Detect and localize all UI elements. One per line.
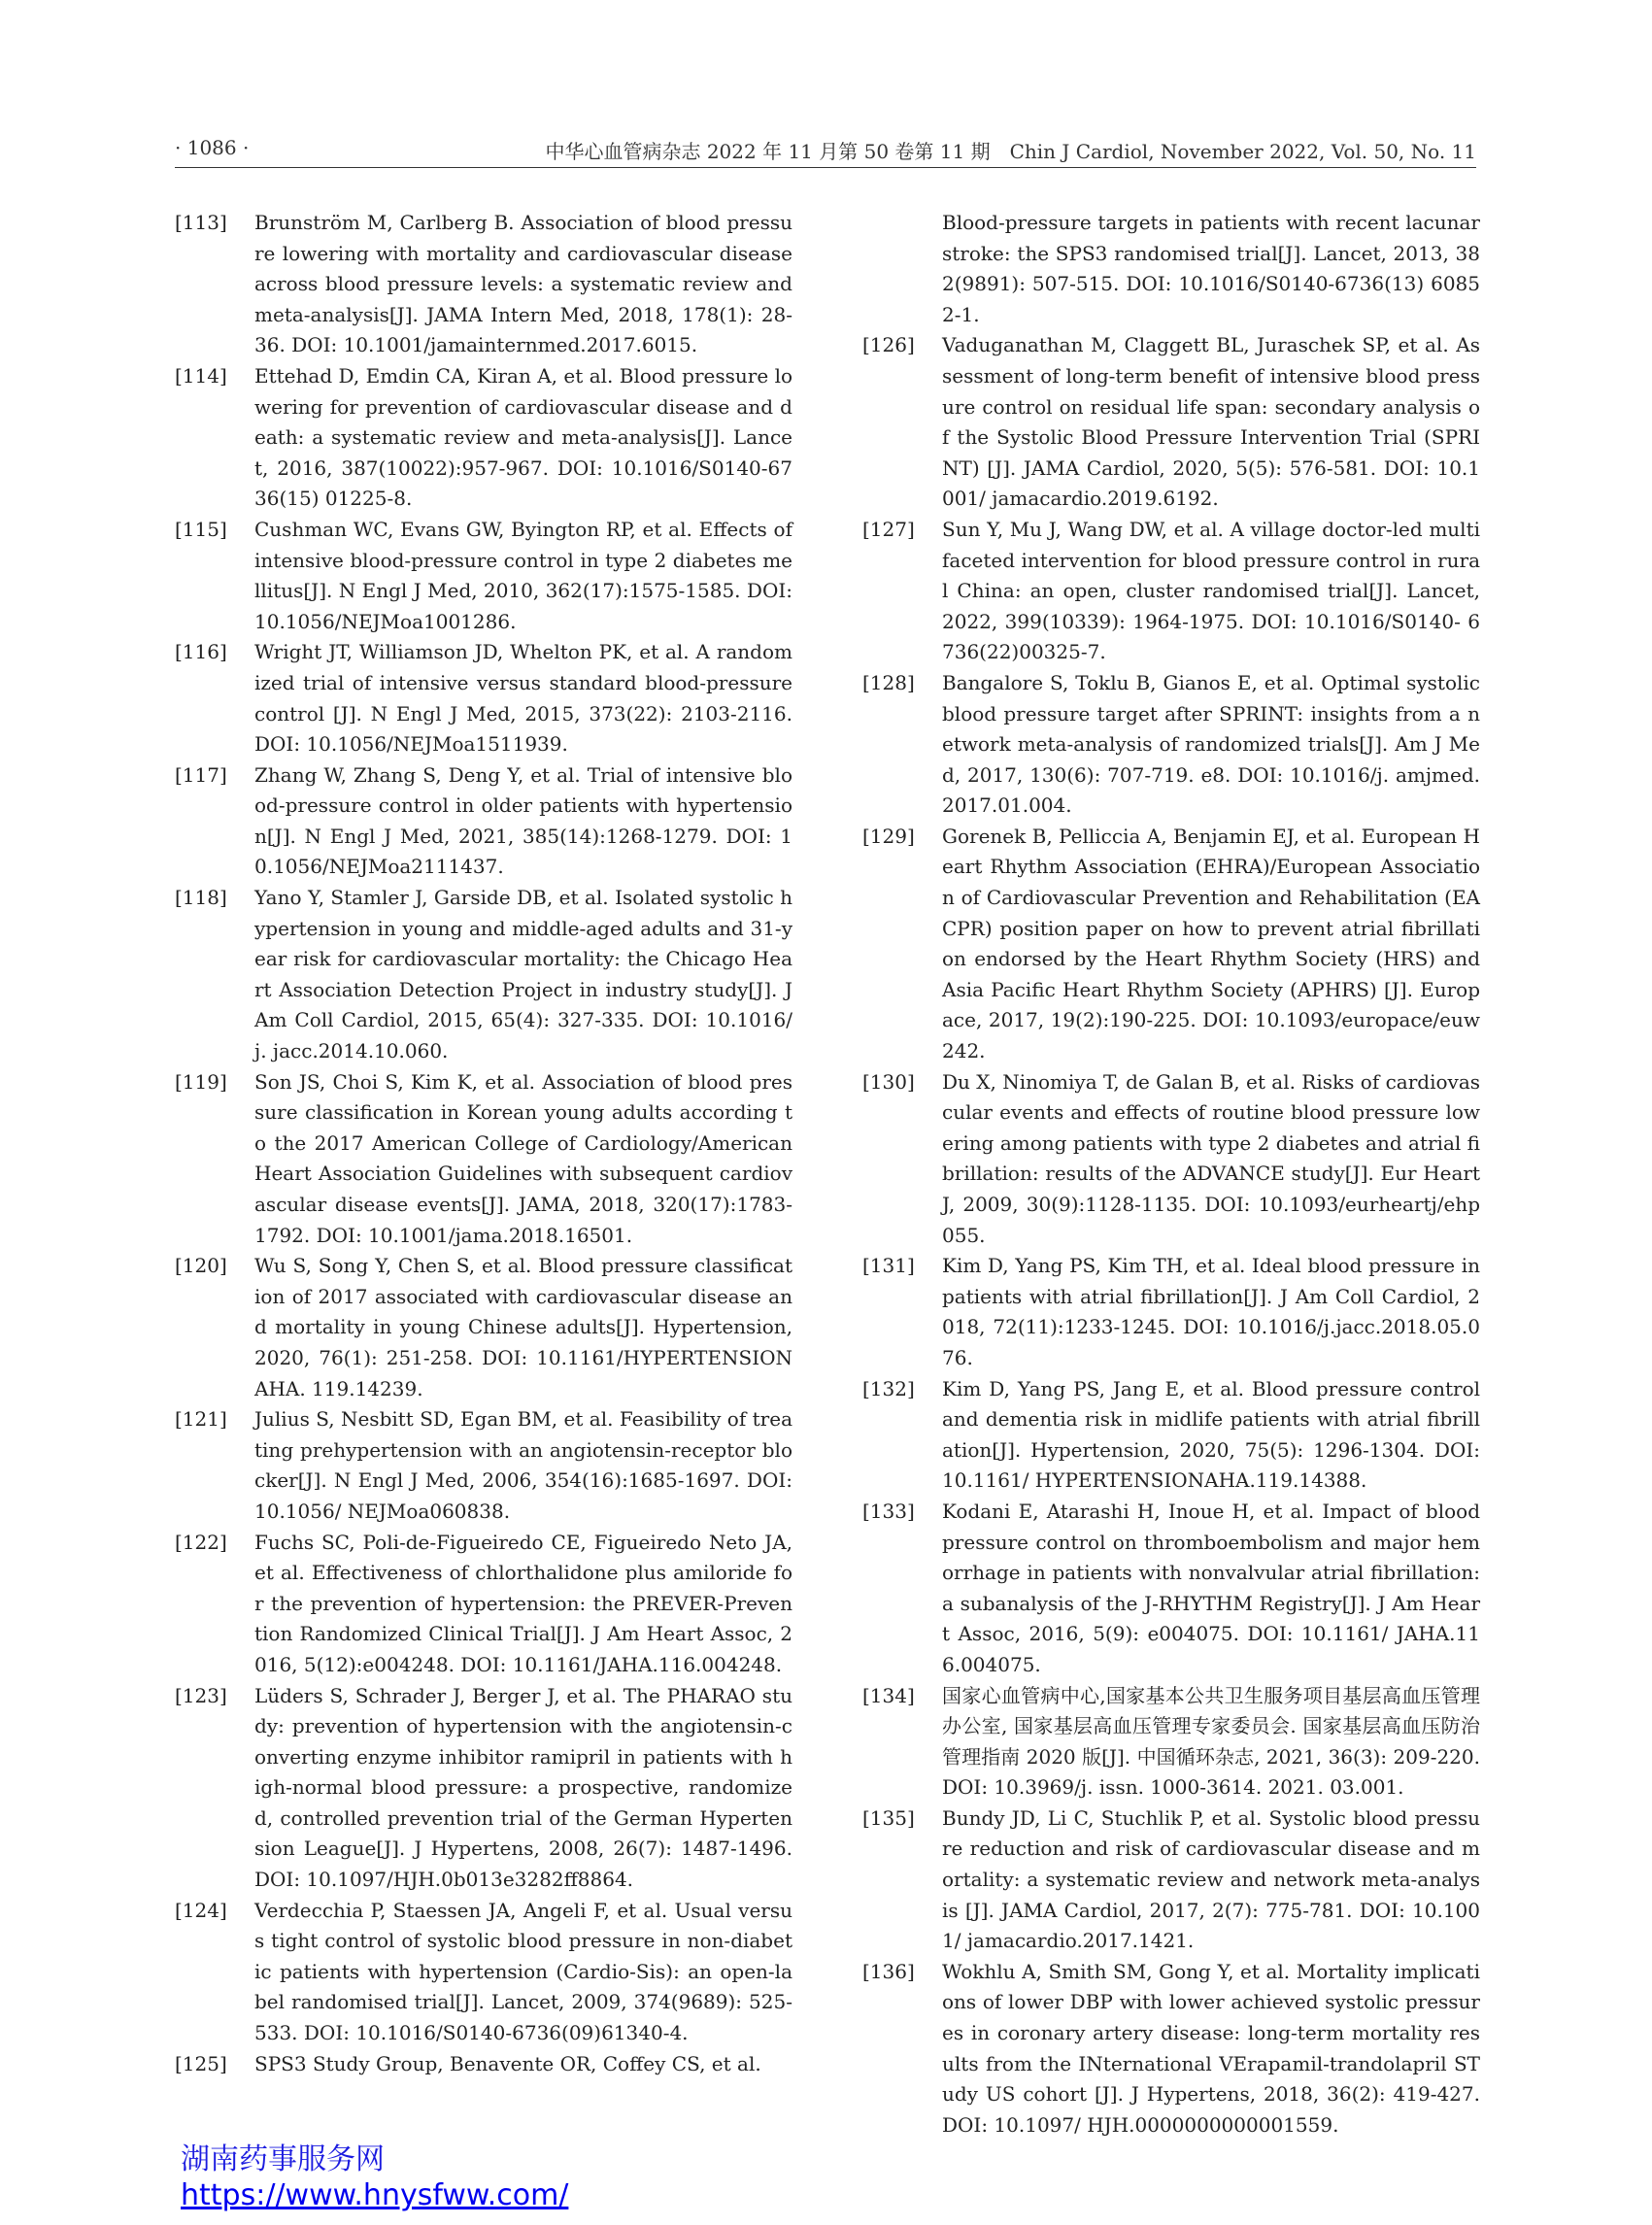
reference-item (175, 1404, 792, 1527)
reference-text: Kodani E, Atarashi H, Inoue H, et al. Impact of blood pressure control on thromboembolism and major hemorrhage in patients with nonvalvular atrial fibrillation: a subanalysis of the J-RHYTHM Registry[J]. J Am Heart Assoc, 2016, 5(9): e004075. DOI: 10.1161/ JAHA.116.004075. (942, 1499, 1480, 1676)
reference-number: [114] (175, 363, 227, 388)
reference-number: [121] (175, 1407, 227, 1432)
reference-number: [118] (175, 886, 227, 910)
reference-item (862, 1251, 1480, 1373)
reference-text: Son JS, Choi S, Kim K, et al. Association of blood pressure classification in Korean young adults according to the 2017 American College of Cardiology/American Heart Association Guidelines with subsequent cardiovascular disease events[J]. JAMA, 2018, 320(17):1783-1792. DOI: 10.1001/jama.2018.16501. (254, 1069, 792, 1247)
reference-item (175, 1067, 792, 1252)
reference-item (175, 361, 792, 515)
reference-item (175, 760, 792, 883)
reference-number: [129] (862, 824, 915, 848)
reference-item (175, 515, 792, 637)
reference-item (175, 637, 792, 759)
reference-number: [115] (175, 517, 227, 541)
reference-text: SPS3 Study Group, Benavente OR, Coffey CS, et al. (254, 2051, 761, 2075)
site-name: 湖南药事服务网 (181, 2142, 385, 2176)
reference-item (862, 1067, 1480, 1252)
reference-text: Brunström M, Carlberg B. Association of blood pressure lowering with mortality and cardiovascular disease across blood pressure levels: a systematic review and meta-analysis[J]. JAMA Intern Med, 2018, 178(1): 28-36. DOI: 10.1001/jamainternmed.2017.6015. (254, 211, 792, 357)
reference-item (175, 1251, 792, 1404)
reference-item (862, 822, 1480, 1067)
watermark-footer (181, 2141, 568, 2213)
reference-number: [119] (175, 1069, 227, 1094)
reference-text: Cushman WC, Evans GW, Byington RP, et al. Effects of intensive blood-pressure control in type 2 diabetes mellitus[J]. N Engl J Med, 2010, 362(17):1575-1585. DOI: 10.1056/NEJMoa1001286. (254, 517, 792, 633)
reference-number: [113] (175, 211, 227, 234)
reference-number: [124] (175, 1898, 227, 1922)
reference-item (862, 1804, 1480, 1957)
reference-number: [135] (862, 1805, 915, 1830)
reference-item (862, 1497, 1480, 1681)
site-url-link[interactable]: https://www.hnysfww.com/ (181, 2178, 569, 2212)
reference-number: [116] (175, 640, 227, 664)
reference-text: Ettehad D, Emdin CA, Kiran A, et al. Blood pressure lowering for prevention of cardiovascular disease and death: a systematic review and meta-analysis[J]. Lancet, 2016, 387(10022):957-967. DOI: 10.1016/S0140-6736(15) 01225-8. (254, 363, 792, 511)
reference-text: Bangalore S, Toklu B, Gianos E, et al. Optimal systolic blood pressure target after SPRINT: insights from a network meta-analysis of randomized trials[J]. Am J Med, 2017, 130(6): 707-719. e8. DOI: 10.1016/j. amjmed. 2017.01.004. (942, 670, 1480, 818)
reference-item (862, 1957, 1480, 2141)
reference-item (175, 1681, 792, 1896)
reference-number: [123] (175, 1683, 227, 1707)
reference-number: [127] (862, 517, 915, 541)
references-right-column (862, 208, 1480, 2141)
reference-item (862, 668, 1480, 822)
reference-number: [122] (175, 1530, 227, 1554)
reference-number: [133] (862, 1499, 915, 1523)
reference-item (175, 1896, 792, 2049)
reference-number: [128] (862, 670, 915, 694)
reference-item (862, 330, 1480, 515)
reference-number: [117] (175, 762, 227, 787)
reference-text: 国家心血管病中心,国家基本公共卫生服务项目基层高血压管理办公室, 国家基层高血压管理专家委员会. 国家基层高血压防治管理指南 2020 版[J]. 中国循环杂志, 2021, 36(3): 209-220. DOI: 10.3969/j. issn. 1000-3614. 2021. 03.001. (942, 1683, 1480, 1800)
page-number: · 1086 · (175, 136, 250, 159)
reference-text: Gorenek B, Pelliccia A, Benjamin EJ, et al. European Heart Rhythm Association (EHRA)/European Association of Cardiovascular Prevention and Rehabilitation (EACPR) position paper on how to prevent atrial fibrillation endorsed by the Heart Rhythm Society (HRS) and Asia Pacific Heart Rhythm Society (APHRS) [J]. Europace, 2017, 19(2):190-225. DOI: 10.1093/europace/euw242. (942, 824, 1480, 1063)
journal-title: 中华心血管病杂志 2022 年 11 月第 50 卷第 11 期 Chin J Cardiol, November 2022, Vol. 50, No. 11 (545, 140, 1476, 163)
reference-number: [126] (862, 333, 915, 357)
reference-text: Wokhlu A, Smith SM, Gong Y, et al. Mortality implications of lower DBP with lower achieved systolic pressures in coronary artery disease: long-term mortality results from the INternational VErapamil-trandolapril STudy US cohort [J]. J Hypertens, 2018, 36(2): 419-427. DOI: 10.1097/ HJH.0000000000001559. (942, 1959, 1480, 2137)
reference-text: Zhang W, Zhang S, Deng Y, et al. Trial of intensive blood-pressure control in older patients with hypertension[J]. N Engl J Med, 2021, 385(14):1268-1279. DOI: 10.1056/NEJMoa2111437. (254, 762, 792, 879)
reference-text: Verdecchia P, Staessen JA, Angeli F, et al. Usual versus tight control of systolic blood pressure in non-diabetic patients with hypertension (Cardio-Sis): an open-label randomised trial[J]. Lancet, 2009, 374(9689): 525-533. DOI: 10.1016/S0140-6736(09)61340-4. (254, 1898, 792, 2045)
reference-number: [130] (862, 1069, 915, 1094)
reference-text: Du X, Ninomiya T, de Galan B, et al. Risks of cardiovascular events and effects of routine blood pressure lowering among patients with type 2 diabetes and atrial fibrillation: results of the ADVANCE study[J]. Eur Heart J, 2009, 30(9):1128-1135. DOI: 10.1093/eurheartj/ehp055. (942, 1069, 1480, 1247)
reference-item (175, 883, 792, 1067)
reference-text: Kim D, Yang PS, Jang E, et al. Blood pressure control and dementia risk in midlife patients with atrial fibrillation[J]. Hypertension, 2020, 75(5): 1296-1304. DOI: 10.1161/ HYPERTENSIONAHA.119.14388. (942, 1376, 1480, 1493)
reference-continuation (862, 208, 1480, 330)
reference-number: [131] (862, 1254, 915, 1278)
reference-text: Kim D, Yang PS, Kim TH, et al. Ideal blood pressure in patients with atrial fibrillation[J]. J Am Coll Cardiol, 2018, 72(11):1233-1245. DOI: 10.1016/j.jacc.2018.05.076. (942, 1254, 1480, 1369)
reference-item (862, 1374, 1480, 1497)
running-header (175, 132, 1476, 168)
reference-text: Julius S, Nesbitt SD, Egan BM, et al. Feasibility of treating prehypertension with an angiotensin-receptor blocker[J]. N Engl J Med, 2006, 354(16):1685-1697. DOI: 10.1056/ NEJMoa060838. (254, 1407, 792, 1523)
reference-item (175, 208, 792, 361)
reference-number: [132] (862, 1376, 915, 1400)
reference-number: [120] (175, 1254, 227, 1278)
reference-item (862, 1681, 1480, 1804)
reference-text: Wu S, Song Y, Chen S, et al. Blood pressure classification of 2017 associated with cardiovascular disease and mortality in young Chinese adults[J]. Hypertension, 2020, 76(1): 251-258. DOI: 10.1161/HYPERTENSIONAHA. 119.14239. (254, 1254, 792, 1400)
reference-text: Vaduganathan M, Claggett BL, Juraschek SP, et al. Assessment of long-term benefit of intensive blood pressure control on residual life span: secondary analysis of the Systolic Blood Pressure Intervention Trial (SPRINT) [J]. JAMA Cardiol, 2020, 5(5): 576-581. DOI: 10.1001/ jamacardio.2019.6192. (942, 333, 1480, 511)
reference-continuation-text: Blood-pressure targets in patients with recent lacunar stroke: the SPS3 randomised trial[J]. Lancet, 2013, 382(9891): 507-515. DOI: 10.1016/S0140-6736(13) 60852-1. (942, 211, 1480, 326)
reference-number: [125] (175, 2051, 227, 2075)
reference-number: [134] (862, 1683, 915, 1707)
reference-item (175, 2049, 792, 2080)
reference-item (862, 515, 1480, 668)
reference-text: Bundy JD, Li C, Stuchlik P, et al. Systolic blood pressure reduction and risk of cardiovascular disease and mortality: a systematic review and network meta-analysis [J]. JAMA Cardiol, 2017, 2(7): 775-781. DOI: 10.1001/ jamacardio.2017.1421. (942, 1805, 1480, 1953)
reference-text: Fuchs SC, Poli-de-Figueiredo CE, Figueiredo Neto JA, et al. Effectiveness of chlorthalidone plus amiloride for the prevention of hypertension: the PREVER-Prevention Randomized Clinical Trial[J]. J Am Heart Assoc, 2016, 5(12):e004248. DOI: 10.1161/JAHA.116.004248. (254, 1530, 792, 1676)
reference-text: Lüders S, Schrader J, Berger J, et al. The PHARAO study: prevention of hypertension with the angiotensin-converting enzyme inhibitor ramipril in patients with high-normal blood pressure: a prospective, randomized, controlled prevention trial of the German Hypertension League[J]. J Hypertens, 2008, 26(7): 1487-1496. DOI: 10.1097/HJH.0b013e3282ff8864. (254, 1683, 792, 1892)
reference-item (175, 1528, 792, 1681)
reference-text: Wright JT, Williamson JD, Whelton PK, et al. A randomized trial of intensive versus standard blood-pressure control [J]. N Engl J Med, 2015, 373(22): 2103-2116. DOI: 10.1056/NEJMoa1511939. (254, 640, 792, 757)
reference-number: [136] (862, 1959, 915, 1983)
reference-text: Sun Y, Mu J, Wang DW, et al. A village doctor-led multifaceted intervention for blood pressure control in rural China: an open, cluster randomised trial[J]. Lancet, 2022, 399(10339): 1964-1975. DOI: 10.1016/S0140- 6736(22)00325-7. (942, 517, 1480, 664)
reference-text: Yano Y, Stamler J, Garside DB, et al. Isolated systolic hypertension in young and middle-aged adults and 31-year risk for cardiovascular mortality: the Chicago Heart Association Detection Project in industry study[J]. J Am Coll Cardiol, 2015, 65(4): 327-335. DOI: 10.1016/j. jacc.2014.10.060. (254, 886, 792, 1063)
references-left-column (175, 208, 792, 2079)
